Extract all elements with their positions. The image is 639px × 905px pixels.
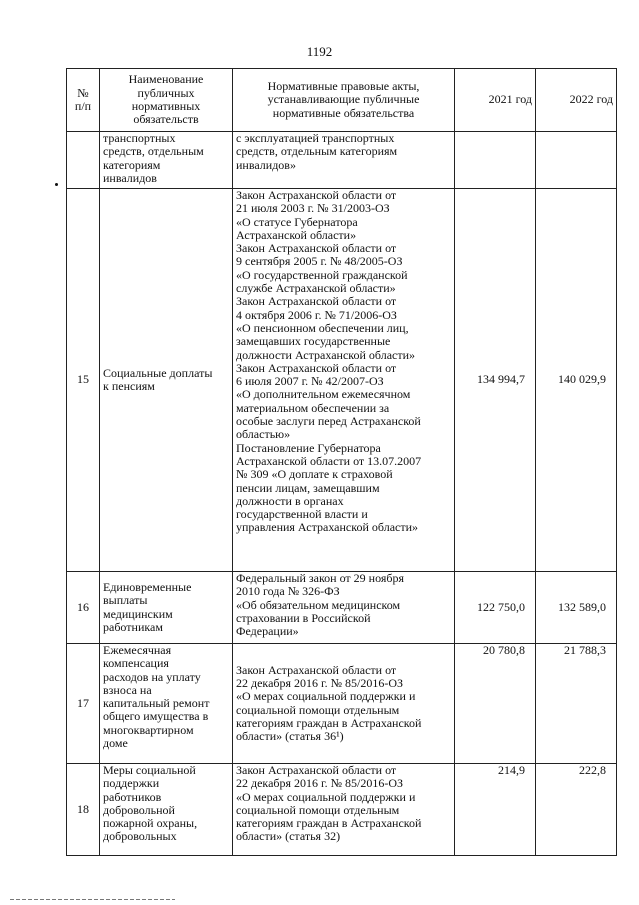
row-acts: с эксплуатацией транспортных средств, отдельным категориям инвалидов» <box>233 132 455 189</box>
row-num: 16 <box>67 572 100 644</box>
row-2021: 214,9 <box>455 764 536 856</box>
row-2021: 20 780,8 <box>455 644 536 764</box>
scan-artifact-line <box>10 899 175 900</box>
row-2021 <box>455 132 536 189</box>
row-num: 17 <box>67 644 100 764</box>
row-name: Единовременные выплаты медицинским работникам <box>100 572 233 644</box>
table-header-row <box>67 69 617 132</box>
table-row <box>67 764 617 856</box>
header-2021: 2021 год <box>455 69 536 132</box>
page-number: 1192 <box>306 44 333 59</box>
row-name: Социальные доплаты к пенсиям <box>100 189 233 572</box>
row-2022 <box>536 132 617 189</box>
table-row <box>67 132 617 189</box>
row-2021: 122 750,0 <box>455 572 536 644</box>
row-2022: 132 589,0 <box>536 572 617 644</box>
header-2022: 2022 год <box>536 69 617 132</box>
header-acts: Нормативные правовые акты, устанавливающие публичные нормативные обязательства <box>233 69 455 132</box>
row-acts: Закон Астраханской области от 22 декабря 2016 г. № 85/2016-ОЗ «О мерах социальной поддержки и социальной помощи отдельным категориям граждан в Астраханской области» (статья 36¹) <box>233 644 455 764</box>
row-name: Ежемесячная компенсация расходов на уплату взноса на капитальный ремонт общего имущества в многоквартирном доме <box>100 644 233 764</box>
table-row <box>67 644 617 764</box>
row-num <box>67 132 100 189</box>
table-row <box>67 572 617 644</box>
row-num: 15 <box>67 189 100 572</box>
row-acts: Закон Астраханской области от 22 декабря 2016 г. № 85/2016-ОЗ «О мерах социальной поддержки и социальной помощи отдельным категориям граждан в Астраханской области» (статья 32) <box>233 764 455 856</box>
row-2022: 140 029,9 <box>536 189 617 572</box>
obligations-table <box>66 68 617 856</box>
header-num: № п/п <box>67 69 100 132</box>
row-2022: 222,8 <box>536 764 617 856</box>
row-acts: Закон Астраханской области от 21 июля 2003 г. № 31/2003-ОЗ «О статусе Губернатора Астраханской области» Закон Астраханской области от 9 сентября 2005 г. № 48/2005-ОЗ «О государственной гражданской службе Астраханской области» Закон Астраханской области от 4 октября 2006 г. № 71/2006-ОЗ «О пенсионном обеспечении лиц, замещавших государственные должности Астраханской области» Закон Астраханской области от 6 июля 2007 г. № 42/2007-ОЗ «О дополнительном ежемесячном материальном обеспечении за особые заслуги перед Астраханской областью» Постановление Губернатора Астраханской области от 13.07.2007 № 309 «О доплате к страховой пенсии лицам, замещавшим должности в органах государственной власти и управления Астраханской области» <box>233 189 455 572</box>
row-num: 18 <box>67 764 100 856</box>
row-name: транспортных средств, отдельным категориям инвалидов <box>100 132 233 189</box>
margin-dot <box>55 183 58 186</box>
row-2021: 134 994,7 <box>455 189 536 572</box>
row-acts: Федеральный закон от 29 ноября 2010 года № 326-ФЗ «Об обязательном медицинском страховании в Российской Федерации» <box>233 572 455 644</box>
table-row <box>67 189 617 572</box>
row-2022: 21 788,3 <box>536 644 617 764</box>
header-name: Наименование публичных нормативных обязательств <box>100 69 233 132</box>
row-name: Меры социальной поддержки работников добровольной пожарной охраны, добровольных <box>100 764 233 856</box>
